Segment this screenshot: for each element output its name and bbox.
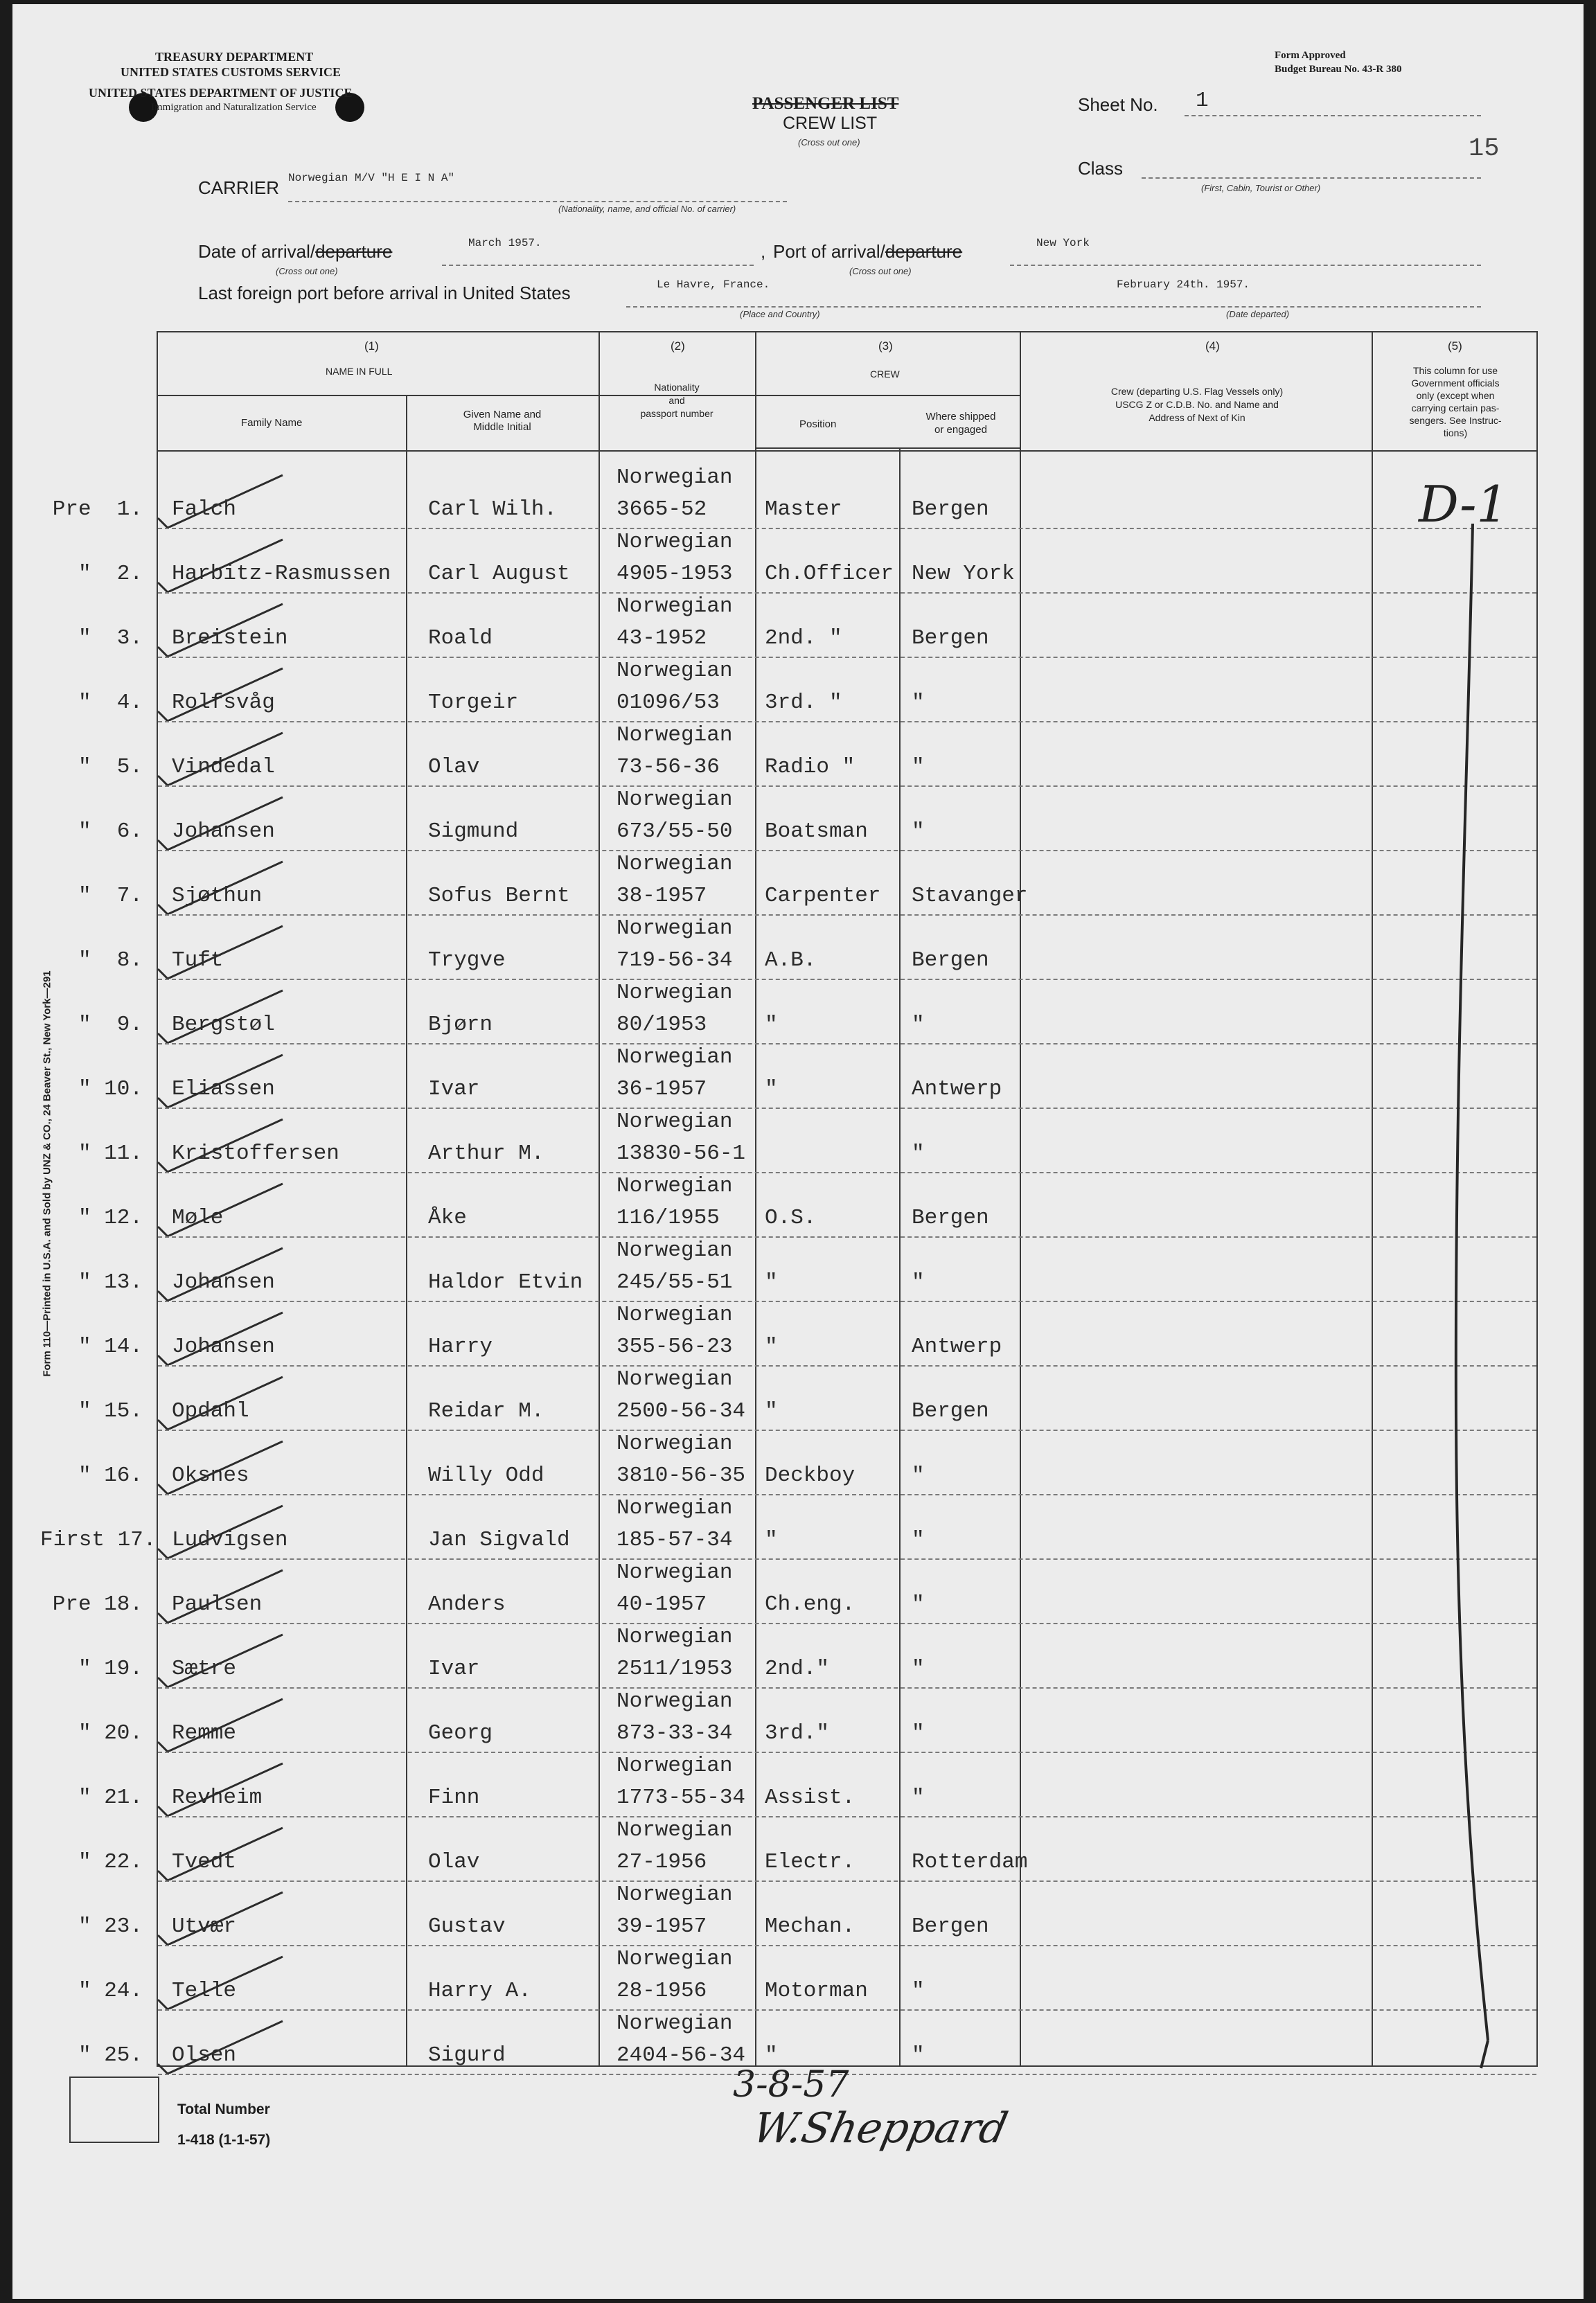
col-3-number: (3) [878, 339, 893, 353]
passport-cell: 2500-56-34 [617, 1399, 746, 1423]
position-cell: Master [765, 497, 842, 522]
row-number: " 6. [78, 819, 143, 844]
passenger-list-struck: PASSENGER LIST [752, 94, 899, 113]
given-name-cell: Ivar [428, 1657, 480, 1681]
row-number: " 3. [78, 626, 143, 650]
row-rule [158, 528, 1536, 529]
family-name-cell: Rolfsvåg [172, 691, 275, 715]
row-rule [158, 1816, 1536, 1817]
where-shipped-cell: Bergen [912, 948, 989, 972]
family-name-cell: Kristoffersen [172, 1141, 339, 1166]
family-name-cell: Falch [172, 497, 237, 522]
nationality-cell: Norwegian [617, 788, 733, 812]
family-name-cell: Paulsen [172, 1592, 263, 1617]
where-shipped-cell: " [912, 1013, 925, 1037]
check-mark-icon [151, 2018, 290, 2074]
given-name-cell: Bjørn [428, 1013, 493, 1037]
family-name-cell: Møle [172, 1206, 224, 1230]
nationality-cell: Norwegian [617, 1238, 733, 1263]
nationality-cell: Norwegian [617, 1818, 733, 1842]
nationality-cell: Norwegian [617, 1432, 733, 1456]
row-rule [158, 1687, 1536, 1689]
passport-cell: 73-56-36 [617, 755, 720, 779]
date-departed-caption: (Date departed) [1226, 309, 1290, 319]
family-name-cell: Tuft [172, 948, 224, 972]
given-name-cell: Olav [428, 1850, 480, 1874]
where-shipped-cell: Bergen [912, 626, 989, 650]
position-cell: " [765, 1077, 778, 1101]
where-shipped-cell: " [912, 2043, 925, 2068]
passport-cell: 355-56-23 [617, 1335, 733, 1359]
check-mark-icon [151, 1439, 290, 1494]
family-name-cell: Opdahl [172, 1399, 249, 1423]
check-mark-icon [151, 1181, 290, 1236]
check-mark-icon [151, 1503, 290, 1558]
row-number: First 17. [40, 1528, 157, 1552]
check-mark-icon [151, 1825, 290, 1880]
date-departed-value: February 24th. 1957. [1117, 278, 1250, 291]
given-name-cell: Sofus Bernt [428, 884, 570, 908]
agency-line-2: UNITED STATES CUSTOMS SERVICE [121, 65, 341, 79]
position-cell: 2nd. " [765, 626, 842, 650]
class-caption: (First, Cabin, Tourist or Other) [1201, 183, 1321, 193]
given-name-cell: Anders [428, 1592, 506, 1617]
passport-cell: 116/1955 [617, 1206, 720, 1230]
given-name-cell: Georg [428, 1721, 493, 1745]
row-number: " 5. [78, 755, 143, 779]
position-cell: O.S. [765, 1206, 817, 1230]
col-4-number: (4) [1205, 339, 1220, 353]
date-port-comma: , [761, 241, 766, 262]
where-shipped-cell: " [912, 1141, 925, 1166]
row-number: " 19. [78, 1657, 143, 1681]
row-number: " 12. [78, 1206, 143, 1230]
nationality-cell: Norwegian [617, 465, 733, 490]
row-rule [158, 1880, 1536, 1882]
row-rule [158, 657, 1536, 658]
class-label: Class [1078, 158, 1124, 179]
passport-cell: 28-1956 [617, 1979, 707, 2003]
check-mark-icon [151, 1696, 290, 1752]
given-name-cell: Reidar M. [428, 1399, 544, 1423]
col-2-number: (2) [671, 339, 685, 353]
passport-cell: 2511/1953 [617, 1657, 733, 1681]
col-5-number: (5) [1448, 339, 1462, 353]
col-2-title: Nationality and passport number [640, 382, 713, 419]
where-shipped-cell: Bergen [912, 1206, 989, 1230]
given-name-cell: Torgeir [428, 691, 519, 715]
given-name-cell: Ivar [428, 1077, 480, 1101]
row-rule [158, 1365, 1536, 1367]
form-code: 1-418 (1-1-57) [177, 2132, 271, 2148]
given-name-cell: Harry [428, 1335, 493, 1359]
family-name-cell: Bergstøl [172, 1013, 275, 1037]
nationality-cell: Norwegian [617, 659, 733, 683]
family-name-cell: Vindedal [172, 755, 275, 779]
where-shipped-cell: Bergen [912, 1914, 989, 1939]
check-mark-icon [151, 1632, 290, 1687]
where-shipped-cell: " [912, 1592, 925, 1617]
where-shipped-cell: " [912, 1786, 925, 1810]
col-4-title: Crew (departing U.S. Flag Vessels only) USCG Z or C.D.B. No. and Name and Address of Next of Kin [1110, 386, 1284, 423]
nationality-cell: Norwegian [617, 1560, 733, 1585]
position-cell: " [765, 1013, 778, 1037]
passport-cell: 3810-56-35 [617, 1464, 746, 1488]
nationality-cell: Norwegian [617, 1110, 733, 1134]
nationality-cell: Norwegian [617, 1625, 733, 1649]
position-cell: " [765, 1335, 778, 1359]
position-cell: 3rd. " [765, 691, 842, 715]
family-name-cell: Sjøthun [172, 884, 263, 908]
passport-cell: 719-56-34 [617, 948, 733, 972]
form-approved: Form Approved [1275, 50, 1346, 61]
where-shipped-cell: Bergen [912, 1399, 989, 1423]
where-shipped-cell: " [912, 755, 925, 779]
row-number: " 21. [78, 1786, 143, 1810]
row-number: " 13. [78, 1270, 143, 1295]
given-name-cell: Harry A. [428, 1979, 531, 2003]
check-mark-icon [151, 1567, 290, 1623]
row-rule [158, 1752, 1536, 1753]
passport-cell: 185-57-34 [617, 1528, 733, 1552]
given-name-cell: Gustav [428, 1914, 506, 1939]
row-number: " 2. [78, 562, 143, 586]
col-family-name: Family Name [241, 417, 303, 429]
passport-cell: 39-1957 [617, 1914, 707, 1939]
total-number-box [69, 2077, 159, 2143]
where-shipped-cell: " [912, 819, 925, 844]
position-cell: Assist. [765, 1786, 855, 1810]
check-mark-icon [151, 794, 290, 850]
family-name-cell: Johansen [172, 819, 275, 844]
last-foreign-port-label: Last foreign port before arrival in United States [198, 283, 571, 303]
col-1-title: NAME IN FULL [326, 366, 393, 377]
family-name-cell: Johansen [172, 1270, 275, 1295]
family-name-cell: Eliassen [172, 1077, 275, 1101]
where-shipped-cell: " [912, 1528, 925, 1552]
row-rule [158, 1108, 1536, 1109]
where-shipped-cell: Antwerp [912, 1077, 1002, 1101]
given-name-cell: Jan Sigvald [428, 1528, 570, 1552]
position-cell: 3rd." [765, 1721, 830, 1745]
cross-out-one-caption: (Cross out one) [798, 137, 860, 148]
where-shipped-cell: " [912, 1270, 925, 1295]
budget-bureau: Budget Bureau No. 43-R 380 [1275, 64, 1402, 75]
row-rule [158, 914, 1536, 916]
family-name-cell: Ludvigsen [172, 1528, 288, 1552]
agency-line-1: TREASURY DEPARTMENT [155, 50, 314, 64]
position-cell: Boatsman [765, 819, 868, 844]
row-rule [158, 721, 1536, 722]
where-shipped-cell: " [912, 1464, 925, 1488]
position-cell: Deckboy [765, 1464, 855, 1488]
given-name-cell: Arthur M. [428, 1141, 544, 1166]
side-print-info: Form 110—Printed in U.S.A. and Sold by UNZ & CO., 24 Beaver St., New York—291 [41, 970, 53, 1377]
carrier-value: Norwegian M/V "H E I N A" [288, 172, 455, 184]
nationality-cell: Norwegian [617, 594, 733, 619]
check-mark-icon [151, 859, 290, 914]
row-rule [158, 1945, 1536, 1946]
given-name-cell: Trygve [428, 948, 506, 972]
passport-cell: 3665-52 [617, 497, 707, 522]
total-number-label: Total Number [177, 2101, 270, 2117]
nationality-cell: Norwegian [617, 1947, 733, 1971]
check-mark-icon [151, 666, 290, 721]
family-name-cell: Sætre [172, 1657, 237, 1681]
col-5-title: This column for use Government officials only (except when carrying certain pas- sengers. See Instruc- tions) [1409, 365, 1502, 438]
agency-line-3: UNITED STATES DEPARTMENT OF JUSTICE [89, 86, 353, 100]
nationality-cell: Norwegian [617, 1883, 733, 1907]
check-mark-icon [151, 1374, 290, 1430]
nationality-cell: Norwegian [617, 1496, 733, 1520]
crew-list-title: CREW LIST [783, 114, 878, 133]
family-name-cell: Utvær [172, 1914, 237, 1939]
row-number: " 7. [78, 884, 143, 908]
nationality-cell: Norwegian [617, 1174, 733, 1198]
check-mark-icon [151, 1117, 290, 1172]
check-mark-icon [151, 988, 290, 1043]
row-rule [158, 2009, 1536, 2011]
where-shipped-cell: Antwerp [912, 1335, 1002, 1359]
check-mark-icon [151, 601, 290, 657]
row-number: " 24. [78, 1979, 143, 2003]
passport-cell: 13830-56-1 [617, 1141, 746, 1166]
row-number: " 4. [78, 691, 143, 715]
where-shipped-cell: " [912, 1657, 925, 1681]
family-name-cell: Olsen [172, 2043, 237, 2068]
given-name-cell: Roald [428, 626, 493, 650]
family-name-cell: Oksnes [172, 1464, 249, 1488]
row-number: Pre 1. [52, 497, 143, 522]
passport-cell: 1773-55-34 [617, 1786, 746, 1810]
where-shipped-cell: Bergen [912, 497, 989, 522]
nationality-cell: Norwegian [617, 1754, 733, 1778]
check-mark-icon [151, 1761, 290, 1816]
check-mark-icon [151, 923, 290, 979]
given-name-cell: Willy Odd [428, 1464, 544, 1488]
position-cell: Ch.eng. [765, 1592, 855, 1617]
passport-cell: 43-1952 [617, 626, 707, 650]
where-shipped-cell: " [912, 1721, 925, 1745]
row-rule [158, 592, 1536, 594]
given-name-cell: Olav [428, 755, 480, 779]
family-name-cell: Breistein [172, 626, 288, 650]
row-rule [158, 979, 1536, 980]
family-name-cell: Johansen [172, 1335, 275, 1359]
carrier-caption: (Nationality, name, and official No. of carrier) [558, 204, 736, 214]
nationality-cell: Norwegian [617, 1303, 733, 1327]
row-number: " 23. [78, 1914, 143, 1939]
row-number: " 8. [78, 948, 143, 972]
nationality-cell: Norwegian [617, 2011, 733, 2036]
port-caption: (Cross out one) [849, 266, 912, 276]
handwritten-date: 3-8-57 [733, 2064, 849, 2106]
where-shipped-cell: Rotterdam [912, 1850, 1028, 1874]
row-number: " 25. [78, 2043, 143, 2068]
row-number: " 14. [78, 1335, 143, 1359]
position-cell: 2nd." [765, 1657, 830, 1681]
row-number: " 22. [78, 1850, 143, 1874]
row-rule [158, 1172, 1536, 1173]
nationality-cell: Norwegian [617, 852, 733, 876]
family-name-cell: Harbitz-Rasmussen [172, 562, 391, 586]
passport-cell: 40-1957 [617, 1592, 707, 1617]
row-rule [158, 1236, 1536, 1238]
check-mark-icon [151, 730, 290, 785]
position-cell: " [765, 1399, 778, 1423]
row-rule [158, 1043, 1536, 1044]
passport-cell: 01096/53 [617, 691, 720, 715]
passport-cell: 27-1956 [617, 1850, 707, 1874]
col-where-shipped: Where shipped or engaged [925, 411, 996, 436]
position-cell: Ch.Officer [765, 562, 894, 586]
passport-cell: 2404-56-34 [617, 2043, 746, 2068]
family-name-cell: Remme [172, 1721, 237, 1745]
row-rule [158, 1623, 1536, 1624]
place-country-caption: (Place and Country) [740, 309, 820, 319]
row-rule [158, 1494, 1536, 1495]
family-name-cell: Telle [172, 1979, 237, 2003]
given-name-cell: Finn [428, 1786, 480, 1810]
check-mark-icon [151, 1245, 290, 1301]
check-mark-icon [151, 537, 290, 592]
last-foreign-port-value: Le Havre, France. [657, 278, 770, 291]
date-caption: (Cross out one) [276, 266, 338, 276]
where-shipped-cell: " [912, 691, 925, 715]
passport-cell: 80/1953 [617, 1013, 707, 1037]
position-cell: Carpenter [765, 884, 881, 908]
column-5-handwritten-mark: D-1 [1419, 475, 1509, 533]
col-given-name: Given Name and Middle Initial [463, 409, 542, 433]
given-name-cell: Haldor Etvin [428, 1270, 583, 1295]
given-name-cell: Sigurd [428, 2043, 506, 2068]
given-name-cell: Sigmund [428, 819, 519, 844]
position-cell: " [765, 2043, 778, 2068]
row-rule [158, 785, 1536, 787]
row-rule [158, 1430, 1536, 1431]
position-cell: " [765, 1270, 778, 1295]
given-name-cell: Carl Wilh. [428, 497, 558, 522]
passport-cell: 4905-1953 [617, 562, 733, 586]
where-shipped-cell: " [912, 1979, 925, 2003]
sheet-no-value: 1 [1196, 89, 1209, 113]
date-of-arrival-value: March 1957. [468, 237, 542, 249]
nationality-cell: Norwegian [617, 1045, 733, 1069]
position-cell: Motorman [765, 1979, 868, 2003]
col-1-number: (1) [364, 339, 379, 353]
port-of-arrival-label: Port of arrival/departure [773, 241, 963, 262]
position-cell: " [765, 1528, 778, 1552]
where-shipped-cell: New York [912, 562, 1015, 586]
given-name-cell: Carl August [428, 562, 570, 586]
port-of-arrival-value: New York [1036, 237, 1090, 249]
position-cell: A.B. [765, 948, 817, 972]
row-number: " 10. [78, 1077, 143, 1101]
position-cell: Radio " [765, 755, 855, 779]
check-mark-icon [151, 1052, 290, 1108]
check-mark-icon [151, 1954, 290, 2009]
col-3-title: CREW [870, 368, 900, 380]
row-number: Pre 18. [52, 1592, 143, 1617]
row-rule [158, 850, 1536, 851]
given-name-cell: Åke [428, 1206, 467, 1230]
family-name-cell: Revheim [172, 1786, 263, 1810]
crew-list-sheet [12, 4, 1584, 2299]
agency-line-4: Immigration and Naturalization Service [151, 102, 317, 113]
nationality-cell: Norwegian [617, 1689, 733, 1714]
row-number: " 16. [78, 1464, 143, 1488]
handwritten-signature: W.Sheppard [748, 2104, 1012, 2153]
nationality-cell: Norwegian [617, 723, 733, 747]
row-rule [158, 1301, 1536, 1302]
passport-cell: 673/55-50 [617, 819, 733, 844]
page-stamp: 15 [1469, 134, 1500, 163]
row-rule [158, 1558, 1536, 1560]
nationality-cell: Norwegian [617, 981, 733, 1005]
nationality-cell: Norwegian [617, 1367, 733, 1391]
check-mark-icon [151, 472, 290, 528]
row-number: " 15. [78, 1399, 143, 1423]
carrier-label: CARRIER [198, 177, 280, 198]
family-name-cell: Tvedt [172, 1850, 237, 1874]
passport-cell: 245/55-51 [617, 1270, 733, 1295]
check-mark-icon [151, 1889, 290, 1945]
where-shipped-cell: Stavanger [912, 884, 1028, 908]
row-number: " 11. [78, 1141, 143, 1166]
row-number: " 9. [78, 1013, 143, 1037]
passport-cell: 873-33-34 [617, 1721, 733, 1745]
col-position: Position [799, 418, 837, 430]
nationality-cell: Norwegian [617, 530, 733, 554]
date-of-arrival-label: Date of arrival/departure [198, 241, 393, 262]
sheet-no-label: Sheet No. [1078, 94, 1158, 115]
check-mark-icon [151, 1310, 290, 1365]
nationality-cell: Norwegian [617, 916, 733, 941]
column-5-vertical-pen-line [1439, 517, 1523, 2082]
position-cell: Mechan. [765, 1914, 855, 1939]
row-number: " 20. [78, 1721, 143, 1745]
passport-cell: 38-1957 [617, 884, 707, 908]
passport-cell: 36-1957 [617, 1077, 707, 1101]
position-cell: Electr. [765, 1850, 855, 1874]
